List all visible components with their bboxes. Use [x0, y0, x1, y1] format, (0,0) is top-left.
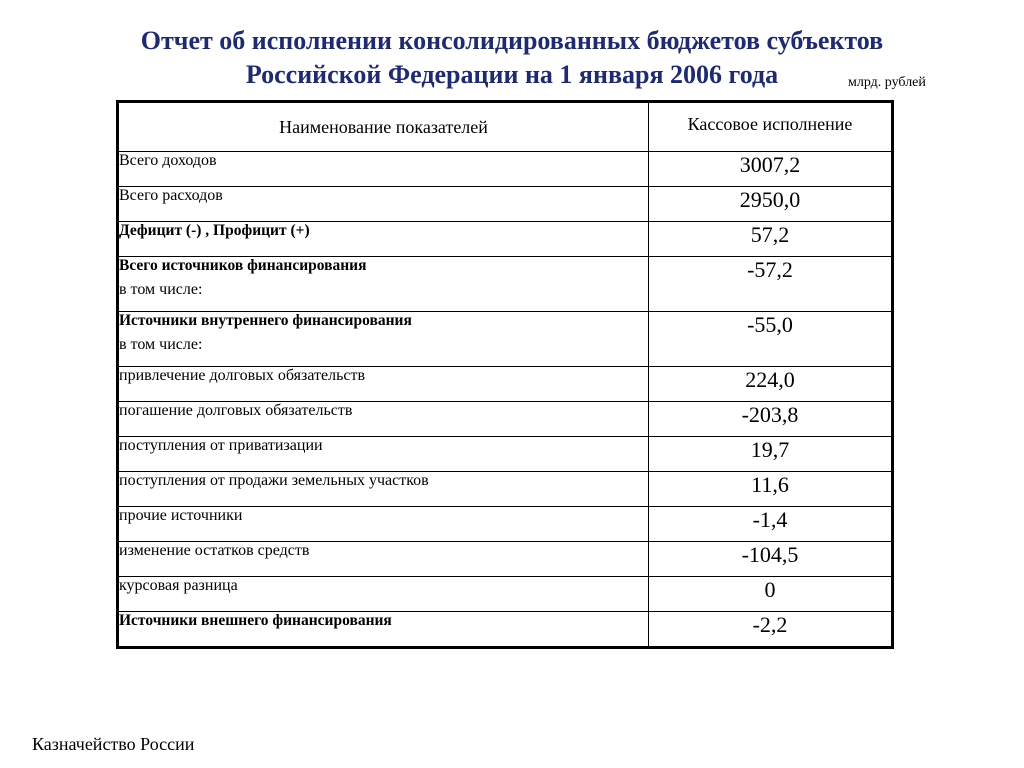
- table-row: [118, 577, 893, 612]
- table-row: [118, 367, 893, 402]
- row-label: Источники внутреннего финансирования: [119, 312, 412, 329]
- row-value: -104,5: [649, 542, 893, 577]
- row-value: 57,2: [649, 222, 893, 257]
- row-value: -203,8: [649, 402, 893, 437]
- row-value: 0: [649, 577, 893, 612]
- row-label: Всего расходов: [118, 187, 649, 222]
- row-label: погашение долговых обязательств: [118, 402, 649, 437]
- table-row: [118, 437, 893, 472]
- row-value: 2950,0: [649, 187, 893, 222]
- row-label: поступления от продажи земельных участков: [118, 472, 649, 507]
- row-label: Всего доходов: [118, 152, 649, 187]
- row-label: поступления от приватизации: [118, 437, 649, 472]
- footer-source: Казначейство России: [32, 734, 195, 754]
- column-header-name: Наименование показателей: [118, 102, 649, 152]
- table-header-row: [118, 102, 893, 152]
- row-sublabel: в том числе:: [119, 281, 203, 298]
- column-header-value: Кассовое исполнение: [649, 102, 893, 152]
- row-label-group: [118, 257, 649, 312]
- table-row: [118, 472, 893, 507]
- title-line-2: Российской Федерации на 1 января 2006 года: [245, 60, 779, 89]
- row-sublabel: в том числе:: [119, 336, 203, 353]
- table-row: [118, 612, 893, 648]
- budget-report-table: [116, 100, 894, 649]
- row-label: изменение остатков средств: [118, 542, 649, 577]
- row-value: 224,0: [649, 367, 893, 402]
- row-value: 19,7: [649, 437, 893, 472]
- row-label: Дефицит (-) , Профицит (+): [118, 222, 649, 257]
- table-row: [118, 187, 893, 222]
- row-value: -55,0: [649, 312, 893, 367]
- table-row: [118, 542, 893, 577]
- row-value: 3007,2: [649, 152, 893, 187]
- row-value: -1,4: [649, 507, 893, 542]
- table-row: [118, 507, 893, 542]
- row-label-group: [118, 312, 649, 367]
- row-value: -2,2: [649, 612, 893, 648]
- table-row: [118, 402, 893, 437]
- table-row: [118, 257, 893, 312]
- row-label: курсовая разница: [118, 577, 649, 612]
- row-label: Всего источников финансирования: [119, 257, 367, 274]
- table-row: [118, 222, 893, 257]
- row-value: 11,6: [649, 472, 893, 507]
- table-row: [118, 312, 893, 367]
- row-label: привлечение долговых обязательств: [118, 367, 649, 402]
- row-value: -57,2: [649, 257, 893, 312]
- row-label: прочие источники: [118, 507, 649, 542]
- row-label: Источники внешнего финансирования: [118, 612, 649, 648]
- title-line-1: Отчет об исполнении консолидированных бюджетов субъектов: [140, 26, 884, 55]
- table-row: [118, 152, 893, 187]
- units-label: млрд. рублей: [848, 75, 926, 90]
